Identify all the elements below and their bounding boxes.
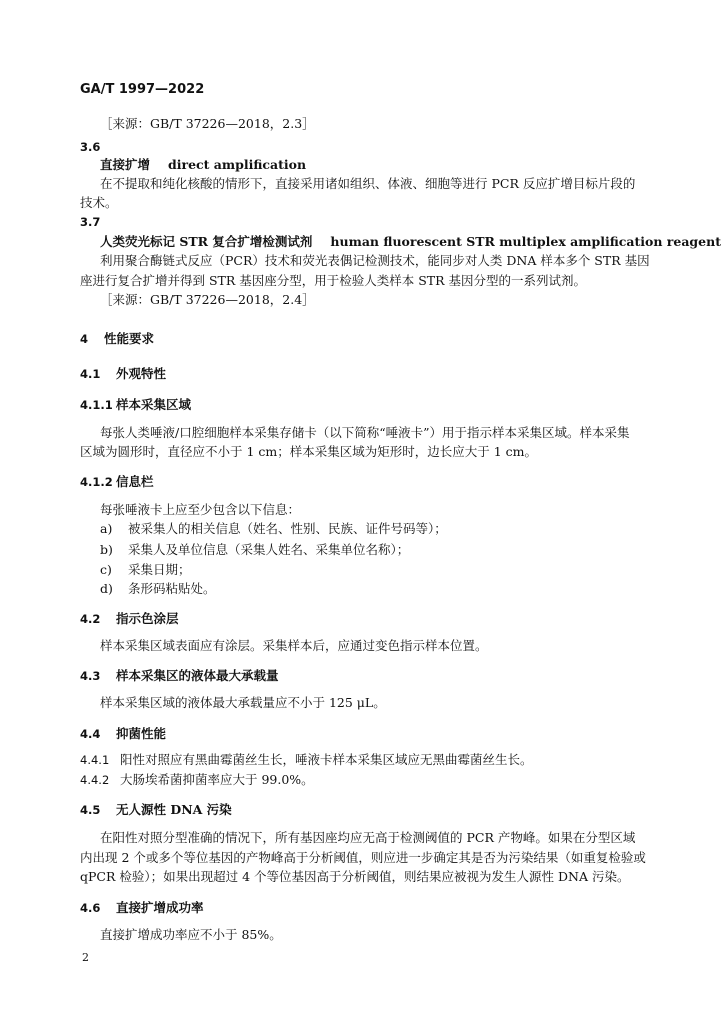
body-text: 在阳性对照分型准确的情况下，所有基因座均应无高于检测阈值的 PCR 产物峰。如果在分型区域: [100, 830, 636, 845]
section-number: 4.6: [80, 901, 101, 915]
term-english: human fluorescent STR multiplex amplification reagent: [330, 234, 721, 249]
section-title: 抑菌性能: [116, 726, 167, 741]
section-heading: [80, 331, 154, 347]
definition-line: 座进行复合扩增并得到 STR 基因座分型，用于检验人类样本 STR 基因分型的一系列试剂。: [80, 273, 587, 288]
body-text: qPCR 检验）；如果出现超过 4 个等位基因高于分析阈值，则结果应被视为发生人源性 DNA 污染。: [80, 869, 630, 884]
term-heading: [100, 234, 721, 250]
clause-text: 大肠埃希菌抑菌率应大于 99.0%。: [120, 772, 314, 787]
section-number: 4.1.1: [80, 398, 113, 412]
body-text: 区域为圆形时，直径应不小于 1 cm；样本采集区域为矩形时，边长应大于 1 cm。: [80, 444, 538, 459]
term-english: direct amplification: [168, 157, 307, 172]
section-title: 样本采集区域: [116, 397, 192, 412]
section-heading: [80, 366, 166, 382]
list-item-label: b): [100, 542, 113, 557]
clause-number: 4.4.1: [80, 753, 110, 767]
section-number: 4.3: [80, 669, 101, 683]
body-text: 直接扩增成功率应不小于 85%。: [100, 927, 282, 942]
section-heading: [80, 802, 232, 818]
section-title: 性能要求: [104, 331, 155, 346]
page-number: 2: [82, 951, 89, 964]
source-citation: ［来源：GB/T 37226—2018，2.4］: [100, 292, 315, 307]
list-item: [100, 521, 447, 537]
list-item-label: d): [100, 581, 113, 596]
section-heading: [80, 726, 166, 742]
definition-line: 技术。: [80, 195, 118, 210]
clause-text: 阳性对照应有黑曲霉菌丝生长，唾液卡样本采集区域应无黑曲霉菌丝生长。: [120, 752, 533, 767]
list-item-text: 被采集人的相关信息（姓名、性别、民族、证件号码等）；: [128, 521, 447, 536]
section-number: 4.1: [80, 367, 101, 381]
body-text: 每张人类唾液/口腔细胞样本采集存储卡（以下简称“唾液卡”）用于指示样本采集区域。样本采集: [100, 425, 630, 440]
list-item-text: 采集日期；: [128, 562, 191, 577]
body-text: 样本采集区域表面应有涂层。采集样本后，应通过变色指示样本位置。: [100, 638, 488, 653]
definition-line: 利用聚合酶链式反应（PCR）技术和荧光表偶记检测技术，能同步对人类 DNA 样本多个 STR 基因: [100, 253, 650, 268]
section-number: 4.4: [80, 727, 101, 741]
list-item-label: a): [100, 521, 113, 536]
body-text: 每张唾液卡上应至少包含以下信息：: [100, 502, 301, 517]
clause-number: 3.6: [80, 140, 101, 154]
section-title: 样本采集区的液体最大承载量: [116, 668, 279, 683]
document-code-header: GA/T 1997—2022: [80, 82, 205, 97]
section-title: 指示色涂层: [116, 611, 179, 626]
section-heading: [80, 668, 279, 684]
body-text: 样本采集区域的液体最大承载量应不小于 125 μL。: [100, 695, 386, 710]
section-number: 4.5: [80, 803, 101, 817]
section-number: 4.2: [80, 612, 101, 626]
body-text: [80, 772, 314, 788]
list-item: [100, 542, 409, 558]
body-text: [80, 752, 533, 768]
section-number: 4.1.2: [80, 475, 113, 489]
section-title: 直接扩增成功率: [116, 900, 204, 915]
section-heading: [80, 474, 154, 490]
body-text: 内出现 2 个或多个等位基因的产物峰高于分析阈值，则应进一步确定其是否为污染结果（如重复检验或: [80, 850, 646, 865]
source-citation: ［来源：GB/T 37226—2018，2.3］: [100, 116, 315, 131]
section-title: 外观特性: [116, 366, 167, 381]
list-item-label: c): [100, 562, 112, 577]
section-number: 4: [80, 332, 89, 346]
section-heading: [80, 900, 204, 916]
section-title: 信息栏: [116, 474, 154, 489]
list-item-text: 条形码粘贴处。: [128, 581, 216, 596]
list-item: [100, 581, 216, 597]
list-item-text: 采集人及单位信息（采集人姓名、采集单位名称）；: [128, 542, 410, 557]
definition-line: 在不提取和纯化核酸的情形下，直接采用诸如组织、体液、细胞等进行 PCR 反应扩增目标片段的: [100, 176, 636, 191]
term-chinese: 直接扩增: [100, 157, 151, 172]
clause-number: 4.4.2: [80, 773, 110, 787]
section-heading: [80, 397, 191, 413]
list-item: [100, 562, 191, 578]
term-chinese: 人类荧光标记 STR 复合扩增检测试剂: [100, 234, 313, 249]
section-heading: [80, 611, 179, 627]
term-heading: [100, 157, 306, 173]
clause-number: 3.7: [80, 215, 101, 229]
section-title: 无人源性 DNA 污染: [116, 802, 232, 817]
